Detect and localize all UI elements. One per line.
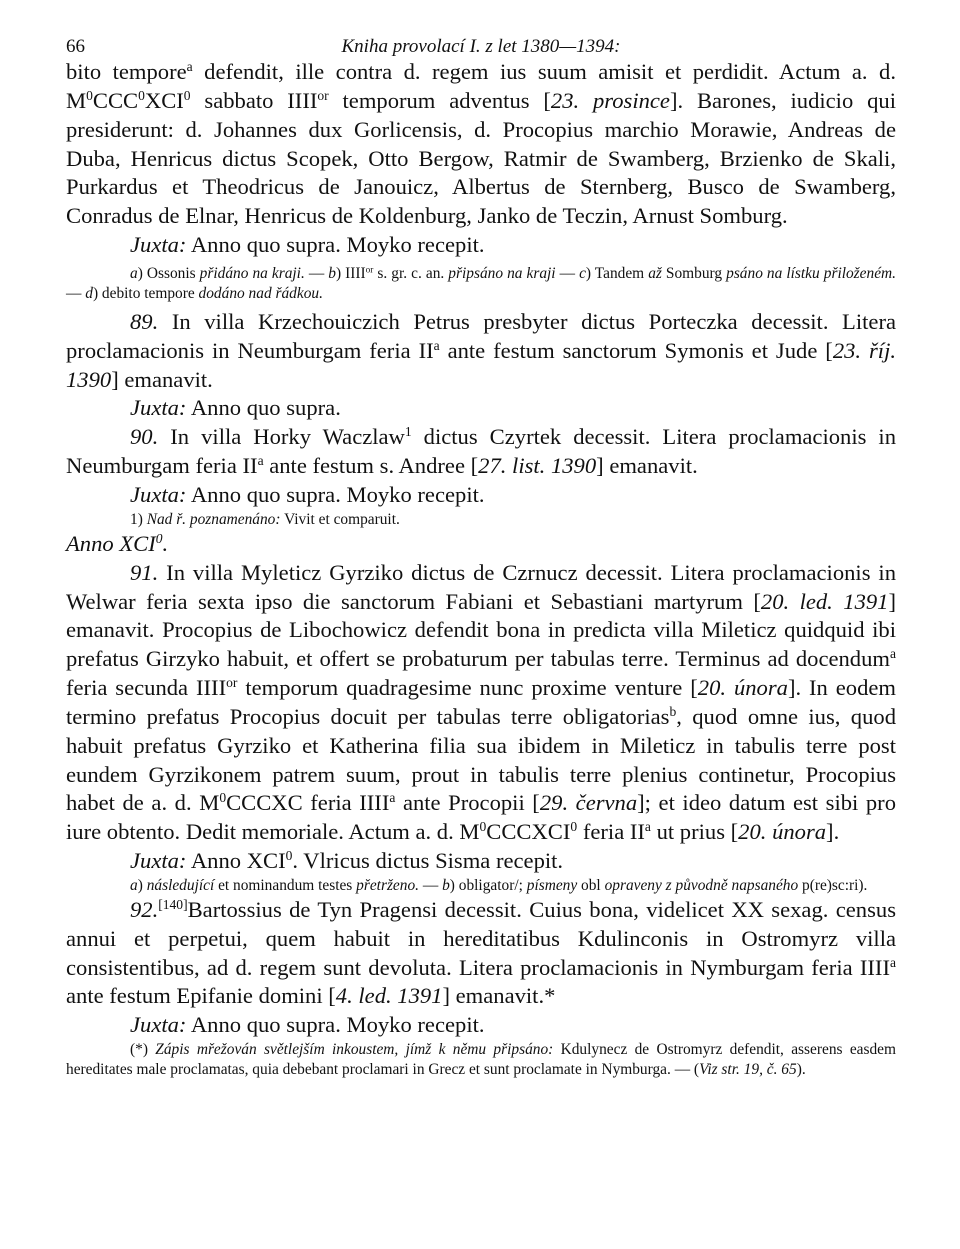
entry-number: 91. [130, 559, 159, 585]
entry-89: 89. In villa Krzechouiczich Petrus presbyter dictus Porteczka decessit. Litera proclamacionis in Neumburgam feria $II^a$ ante festum sanctorum Symonis et Jude [23. říj. 1390] emanavit. [66, 308, 897, 392]
entry-number: 89. [130, 308, 159, 334]
entry-91: 91. In villa Myleticz Gyrziko dictus de Czrnucz decessit. Litera proclamacionis in Welwar feria sexta ipso die sanctorum Fabiani et Sebastiani martyrum [20. led. 1391] emanavit. Procopius de Libochowicz defendit bona in predicta villa Mileticz quidquid ibi prefatus Girzyko habuit, et offert se probaturum per tabulas terre. Terminus ad docendum$^a$ feria secunda $IIII^{or}$ temporum quadragesime nunc proxime venture [20. února]. In eodem termino prefatus Procopius docuit per tabulas terre obligatorias$^b$, quod omne ius, quod habuit prefatus Gyrziko et Katherina filia sua ibidem in Mileticz in tabulis terre post eundem Gyrzikonem patrem suum, prout in tabulis terre plenius continetur, Procopius habet de a. d. $M^0CCCXC$ feria IIII$^a$ ante Procopii [29. června]; et ideo datum est sibi pro iure obtento. Dedit memoriale. Actum a. d. $M^0CCCXCI^0$ feria $II^a$ ut prius [20. února]. [66, 559, 897, 845]
document-page [66, 30, 896, 1080]
entry-number: 92. [130, 896, 159, 922]
juxta-line: Juxta: Anno quo supra. [130, 395, 341, 421]
year-heading: Anno XCI$^0$. [66, 530, 169, 556]
entry-number: 90. [130, 424, 159, 450]
footnote-block: 1) Nad ř. poznamenáno: Vivit et comparuit. [130, 510, 400, 528]
juxta-line: Juxta: Anno XCI$^0$. Vlricus dictus Sisma recepit. [130, 847, 564, 874]
page-number: 66 [66, 36, 85, 57]
footnote-block: a) Ossonis přidáno na kraji. — b) $IIII^{or}$ s. gr. c. an. připsáno na kraji — c) Tandem až Somburg psáno na lístku přiloženém. — d) debito tempore dodáno nad řádkou. [66, 264, 896, 302]
juxta-line: Juxta: Anno quo supra. Moyko recepit. [130, 232, 485, 258]
entry-92: 92.[140]Bartossius de Tyn Pragensi decessit. Cuius bona, videlicet XX sexag. census annui et perpetui, quem habuit in hereditatibus Kdulinconis in Ostromyrz villa consistentibus, ad d. regem sunt devoluta. Litera proclamacionis in Nymburgam feria IIII$^a$ ante festum Epifanie domini [4. led. 1391] emanavit.* [66, 896, 896, 1009]
entry-90: 90. In villa Horky Waczlaw$^1$ dictus Czyrtek decessit. Litera proclamacionis in Neumburgam feria $II^a$ ante festum s. Andree [27. list. 1390] emanavit. [66, 424, 896, 479]
footnote-block: a) následující et nominandum testes přetrženo. — b) obligator/; písmeny obl opraveny z původně napsaného p(re)sc:ri). [130, 876, 868, 894]
juxta-line: Juxta: Anno quo supra. Moyko recepit. [130, 481, 485, 507]
juxta-line: Juxta: Anno quo supra. Moyko recepit. [130, 1012, 485, 1038]
running-title: Kniha provolací I. z let 1380—1394: [341, 36, 621, 57]
page-header [66, 30, 896, 58]
footnote-block: (*) Zápis mřežován světlejším inkoustem, jímž k němu připsáno: Kdulynecz de Ostromyrz defendit, asserens easdem hereditates male proclamatas, quia debebant proclamari in Grecz et sunt proclamate in Nymburga. — (Viz str. 19, č. 65). [66, 1041, 896, 1079]
paragraph-continuation: bito tempore$^a$ defendit, ille contra d. regem ius suum amisit et perdidit. Actum a. d. $M^0CCC^0XCI^0$ sabbato $IIII^{or}$ temporum adventus [23. prosince]. Barones, iudicio qui presiderunt: d. Johannes dux Gorlicensis, d. Procopius marchio Morawie, Andreas de Duba, Henricus dictus Scopek, Otto Bergow, Ratmir de Swamberg, Brzienko de Skali, Purkardus et Theodricus de Janouicz, Albertus de Sternberg, Busco de Swamberg, Conradus de Elnar, Henricus de Koldenburg, Janko de Teczin, Arnust Somburg. [66, 58, 897, 229]
folio-mark: [140] [158, 896, 188, 912]
